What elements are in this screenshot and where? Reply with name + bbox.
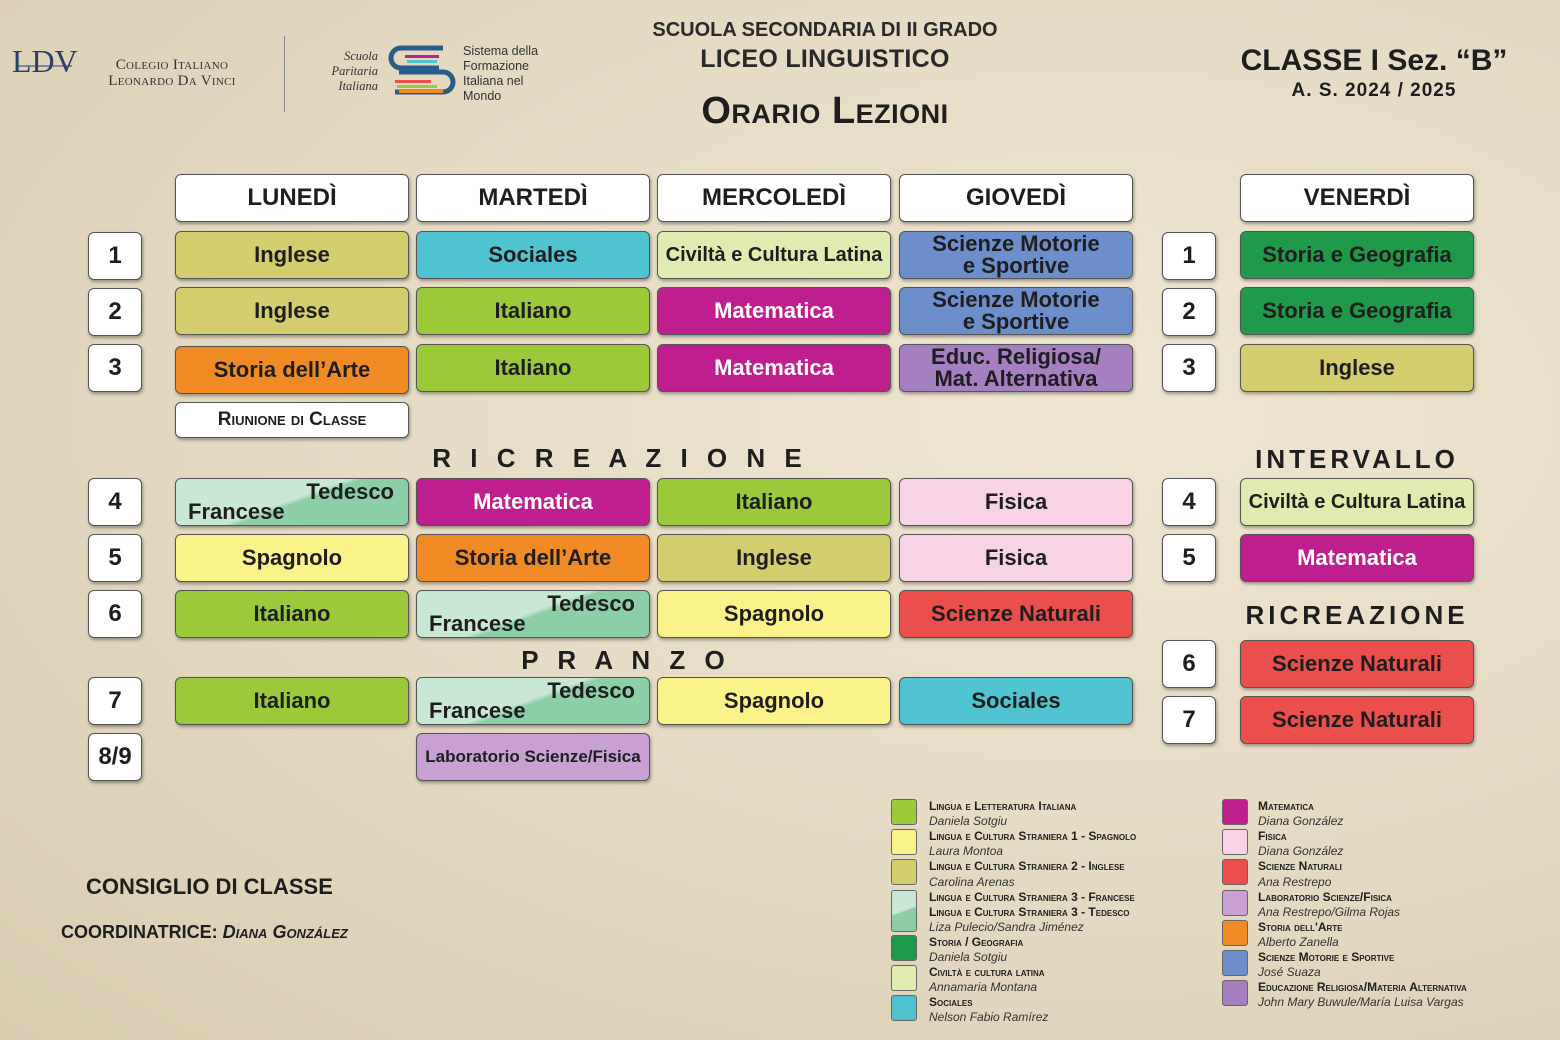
legend-subject: Scienze Motorie e Sportive bbox=[1258, 950, 1395, 964]
hour-number-friday: 6 bbox=[1162, 640, 1216, 688]
legend-teacher: Alberto Zanella bbox=[1258, 935, 1339, 949]
hour-number-friday: 4 bbox=[1162, 478, 1216, 526]
legend-teacher: Annamaria Montana bbox=[929, 980, 1038, 994]
lesson-cell: Inglese bbox=[1240, 344, 1474, 392]
lesson-cell: Storia dell’Arte bbox=[175, 346, 409, 394]
francese-label: Francese bbox=[429, 611, 526, 636]
legend-subject: Storia dell'Arte bbox=[1258, 920, 1343, 934]
spf-small-line3: Italiana bbox=[338, 79, 378, 93]
legend-subject: Lingua e Cultura Straniera 3 - Tedesco bbox=[929, 905, 1130, 919]
coordinatrice bbox=[61, 922, 348, 943]
lesson-cell: Italiano bbox=[416, 287, 650, 335]
break-ricreazione: R I C R E A Z I O N E bbox=[432, 443, 808, 473]
hour-number-friday: 7 bbox=[1162, 696, 1216, 744]
liceo-title: LICEO LINGUISTICO bbox=[700, 45, 950, 73]
lesson-cell: Matematica bbox=[1240, 534, 1474, 582]
lesson-cell: Storia e Geografia bbox=[1240, 231, 1474, 279]
lesson-cell: Spagnolo bbox=[657, 590, 891, 638]
lesson-line: Scienze Motorie bbox=[932, 231, 1100, 256]
spf-name bbox=[463, 44, 538, 104]
break-ricreazione-friday: RICREAZIONE bbox=[1245, 600, 1469, 630]
legend-teacher: Carolina Arenas bbox=[929, 875, 1015, 889]
spf-small-line2: Paritaria bbox=[331, 64, 378, 78]
legend-teacher: John Mary Buwule/María Luisa Vargas bbox=[1258, 995, 1464, 1009]
legend-subject: Lingua e Cultura Straniera 2 - Inglese bbox=[929, 859, 1125, 873]
legend-subject: Scienze Naturali bbox=[1258, 859, 1342, 873]
lesson-cell: Inglese bbox=[175, 231, 409, 279]
school-title: SCUOLA SECONDARIA DI II GRADO bbox=[652, 19, 998, 41]
lesson-cell: Italiano bbox=[175, 590, 409, 638]
lesson-cell bbox=[899, 231, 1133, 279]
day-header-giovedi: GIOVEDÌ bbox=[899, 174, 1133, 222]
lesson-cell: Italiano bbox=[416, 344, 650, 392]
francese-label: Francese bbox=[188, 499, 285, 524]
legend-subject: Sociales bbox=[929, 995, 973, 1009]
legend-swatch bbox=[891, 890, 917, 932]
break-pranzo: P R A N Z O bbox=[521, 645, 731, 675]
hour-number: 1 bbox=[88, 232, 142, 280]
spf-small-line1: Scuola bbox=[343, 49, 378, 63]
legend-swatch bbox=[891, 829, 917, 855]
hour-number: 3 bbox=[88, 344, 142, 392]
coordinatrice-label: COORDINATRICE: bbox=[61, 922, 218, 942]
lesson-cell: Laboratorio Scienze/Fisica bbox=[416, 733, 650, 781]
legend-swatch bbox=[1222, 829, 1248, 855]
tedesco-label: Tedesco bbox=[547, 591, 635, 616]
legend-subject: Matematica bbox=[1258, 799, 1314, 813]
legend-swatch bbox=[1222, 890, 1248, 916]
lesson-cell: Civiltà e Cultura Latina bbox=[1240, 478, 1474, 526]
lesson-cell: Storia dell’Arte bbox=[416, 534, 650, 582]
legend-teacher: Diana González bbox=[1258, 814, 1344, 828]
page-title: Orario Lezioni bbox=[701, 90, 949, 132]
lesson-cell: Sociales bbox=[899, 677, 1133, 725]
legend-teacher: Ana Restrepo/Gilma Rojas bbox=[1258, 905, 1401, 919]
legend-teacher: Nelson Fabio Ramírez bbox=[929, 1010, 1049, 1024]
lesson-cell bbox=[899, 287, 1133, 335]
hour-number-friday: 2 bbox=[1162, 288, 1216, 336]
day-header-lunedi: LUNEDÌ bbox=[175, 174, 409, 222]
legend-teacher: José Suaza bbox=[1258, 965, 1321, 979]
legend-swatch bbox=[1222, 799, 1248, 825]
legend-teacher: Daniela Sotgiu bbox=[929, 814, 1008, 828]
day-header-martedi: MARTEDÌ bbox=[416, 174, 650, 222]
books-icon bbox=[385, 44, 457, 100]
legend-swatch bbox=[891, 965, 917, 991]
coordinatrice-name: Diana González bbox=[222, 922, 348, 942]
hour-number-friday: 5 bbox=[1162, 534, 1216, 582]
lesson-cell: Sociales bbox=[416, 231, 650, 279]
lesson-cell-languages bbox=[416, 677, 650, 725]
lesson-cell: Spagnolo bbox=[657, 677, 891, 725]
legend-swatch bbox=[891, 935, 917, 961]
hour-number: 2 bbox=[88, 288, 142, 336]
legend-swatch bbox=[1222, 980, 1248, 1006]
legend-subject: Lingua e Cultura Straniera 1 - Spagnolo bbox=[929, 829, 1137, 843]
school-year: A. S. 2024 / 2025 bbox=[1291, 80, 1457, 101]
legend-swatch bbox=[1222, 950, 1248, 976]
hour-number: 5 bbox=[88, 534, 142, 582]
lesson-cell: Italiano bbox=[175, 677, 409, 725]
tedesco-label: Tedesco bbox=[547, 678, 635, 703]
spf-line2: Formazione bbox=[463, 59, 529, 73]
lesson-cell bbox=[899, 344, 1133, 392]
ldv-name-line2: Leonardo Da Vinci bbox=[108, 73, 236, 89]
legend-teacher: Liza Pulecio/Sandra Jiménez bbox=[929, 920, 1084, 934]
lesson-cell: Matematica bbox=[416, 478, 650, 526]
legend-swatch bbox=[1222, 920, 1248, 946]
legend-teacher: Daniela Sotgiu bbox=[929, 950, 1008, 964]
hour-number-friday: 1 bbox=[1162, 232, 1216, 280]
ldv-name-line1: Colegio Italiano bbox=[115, 57, 229, 73]
consiglio-title: CONSIGLIO DI CLASSE bbox=[86, 874, 333, 899]
day-header-venerdi: VENERDÌ bbox=[1240, 174, 1474, 222]
legend-subject: Laboratorio Scienze/Fisica bbox=[1258, 890, 1392, 904]
legend-swatch bbox=[891, 995, 917, 1021]
francese-label: Francese bbox=[429, 698, 526, 723]
lesson-cell-languages bbox=[416, 590, 650, 638]
hour-number: 8/9 bbox=[88, 733, 142, 781]
lesson-line: Mat. Alternativa bbox=[934, 366, 1098, 391]
class-meeting-cell: Riunione di Classe bbox=[175, 402, 409, 438]
legend-teacher: Laura Montoa bbox=[929, 844, 1004, 858]
hour-number: 7 bbox=[88, 677, 142, 725]
lesson-cell: Spagnolo bbox=[175, 534, 409, 582]
break-intervallo: INTERVALLO bbox=[1255, 444, 1459, 474]
lesson-line: e Sportive bbox=[962, 253, 1070, 278]
spf-small-text bbox=[326, 49, 378, 94]
ldv-name bbox=[92, 57, 252, 89]
lesson-cell: Scienze Naturali bbox=[899, 590, 1133, 638]
lesson-cell: Fisica bbox=[899, 534, 1133, 582]
lesson-line: Educ. Religiosa/ bbox=[931, 344, 1101, 369]
spf-line1: Sistema della bbox=[463, 44, 539, 58]
lesson-cell: Storia e Geografia bbox=[1240, 287, 1474, 335]
hour-number-friday: 3 bbox=[1162, 344, 1216, 392]
lesson-cell: Civiltà e Cultura Latina bbox=[657, 231, 891, 279]
header-divider bbox=[284, 36, 285, 112]
lesson-cell: Inglese bbox=[175, 287, 409, 335]
legend-subject: Lingua e Letteratura Italiana bbox=[929, 799, 1077, 813]
hour-number: 4 bbox=[88, 478, 142, 526]
svg-text:LDV: LDV bbox=[12, 44, 78, 79]
lesson-cell: Matematica bbox=[657, 287, 891, 335]
lesson-cell: Fisica bbox=[899, 478, 1133, 526]
lesson-cell: Italiano bbox=[657, 478, 891, 526]
legend-swatch bbox=[891, 859, 917, 885]
legend-subject: Educazione Religiosa/Materia Alternativa bbox=[1258, 980, 1467, 994]
lesson-line: Scienze Motorie bbox=[932, 287, 1100, 312]
lesson-cell: Inglese bbox=[657, 534, 891, 582]
lesson-cell-languages bbox=[175, 478, 409, 526]
legend-swatch bbox=[891, 799, 917, 825]
lesson-cell: Matematica bbox=[657, 344, 891, 392]
spf-line4: Mondo bbox=[463, 89, 502, 103]
class-title: CLASSE I Sez. “B” bbox=[1240, 44, 1508, 77]
legend-teacher: Diana González bbox=[1258, 844, 1344, 858]
day-header-mercoledi: MERCOLEDÌ bbox=[657, 174, 891, 222]
legend-subject: Lingua e Cultura Straniera 3 - Francese bbox=[929, 890, 1135, 904]
lesson-line: e Sportive bbox=[962, 309, 1070, 334]
lesson-cell: Scienze Naturali bbox=[1240, 696, 1474, 744]
legend-teacher: Ana Restrepo bbox=[1258, 875, 1332, 889]
legend-subject: Fisica bbox=[1258, 829, 1287, 843]
legend-subject: Civiltà e cultura latina bbox=[929, 965, 1045, 979]
legend-subject: Storia / Geografia bbox=[929, 935, 1024, 949]
lesson-cell: Scienze Naturali bbox=[1240, 640, 1474, 688]
tedesco-label: Tedesco bbox=[306, 479, 394, 504]
ldv-logo bbox=[12, 44, 78, 102]
hour-number: 6 bbox=[88, 590, 142, 638]
spf-line3: Italiana nel bbox=[463, 74, 524, 88]
legend-swatch bbox=[1222, 859, 1248, 885]
